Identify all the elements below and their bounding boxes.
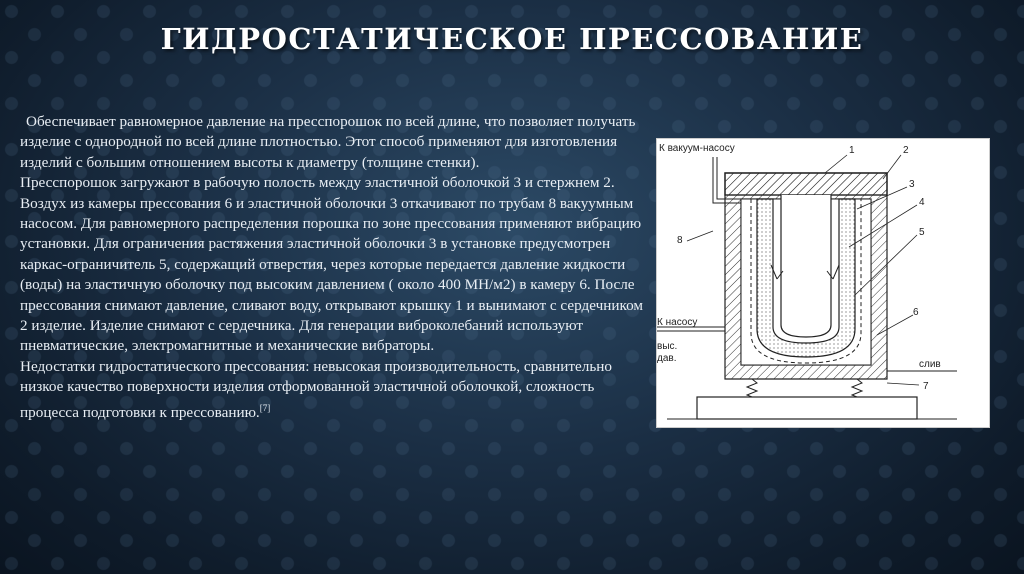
slide-title: ГИДРОСТАТИЧЕСКОЕ ПРЕССОВАНИЕ [160,22,864,56]
body-text [20,112,650,423]
label-pump: К насосу [657,317,698,328]
label-vacuum: К вакуум-насосу [659,143,735,154]
label-5: 5 [919,227,925,238]
paragraph-2: Пресспорошок загружают в рабочую полость между эластичной оболочкой 3 и стержнем 2. Воздух из камеры прессования 6 и эластичной оболочки 3 откачивают по трубам 8 вакуумным насосом. Для равномерного распределения порошка по зоне прессования применяют вибрацию установки. Для ограничения растяжения эластичной оболочки 3 в установке предусмотрен каркас-ограничитель 5, содержащий отверстия, через которые передается давление жидкости (воды) на эластичную оболочку под высоким давлением ( около 400 МН/м2) в камеру 6. После прессования снимают давление, сливают воду, открывают крышку 1 и вынимают с сердечником 2 изделие. Изделие снимают с сердечника. Для генерации виброколебаний используют пневматические, электромагнитные и механические вибраторы. [20,174,643,355]
label-6: 6 [913,307,919,318]
label-1: 1 [849,145,855,156]
label-8: 8 [677,235,683,246]
label-high-pressure-2: дав. [657,353,677,364]
paragraph-1: Обеспечивает равномерное давление на пресспорошок по всей длине, что позволяет получать изделие с однородной по всей длине плотностью. Этот способ применяют для изготовления изделий с большим отношением высоты к диаметру (толщине стенки). [20,113,636,171]
core [781,195,831,337]
paragraph-3-text: Недостатки гидростатического прессования: невысокая производительность, сравнительно низкое качество поверхности изделия отформованной эластичной оболочкой, сложность процесса подготовки к прессованию. [20,357,612,421]
chamber-lid [725,173,887,195]
label-7: 7 [923,381,929,392]
spring-left [747,379,757,397]
label-2: 2 [903,145,909,156]
press-diagram [656,138,990,428]
reference-mark: [7] [259,402,271,413]
label-4: 4 [919,197,925,208]
press-diagram-svg [657,139,989,427]
label-drain: слив [919,359,941,370]
label-3: 3 [909,179,915,190]
paragraph-3 [20,357,650,423]
base-plate [697,397,917,419]
spring-right [852,379,862,397]
label-high-pressure-1: выс. [657,341,678,352]
